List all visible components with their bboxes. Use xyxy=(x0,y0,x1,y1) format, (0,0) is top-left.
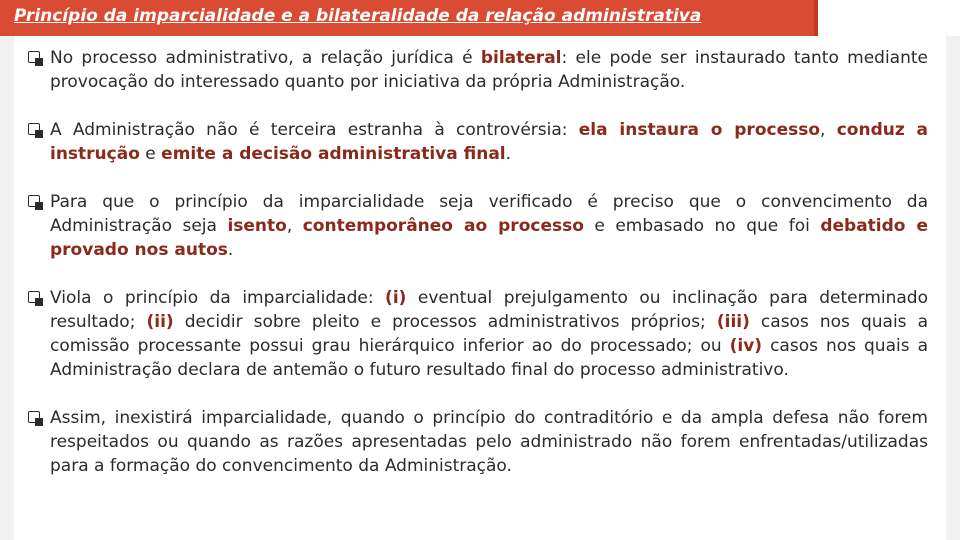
bullet-list xyxy=(28,46,928,478)
bullet-item xyxy=(28,190,928,262)
highlighted-text: emite a decisão administrativa final xyxy=(161,144,506,164)
bullet-text-segment: , xyxy=(286,216,303,236)
checkbox-bullet-icon xyxy=(28,291,40,303)
bullet-text-segment: A Administração não é terceira estranha à controvérsia: xyxy=(50,120,579,140)
bullet-text-segment: casos nos quais a comissão processante possui grau hierárquico inferior ao do processado; ou xyxy=(50,312,928,356)
title-bar xyxy=(0,0,814,36)
bullet-text xyxy=(50,48,928,92)
highlighted-text: conduz a instrução xyxy=(50,120,929,164)
bullet-text-segment: e xyxy=(139,144,162,164)
bullet-text xyxy=(50,120,928,164)
highlighted-text: (iv) xyxy=(729,336,763,356)
highlighted-text: (i) xyxy=(385,288,407,308)
left-margin-band xyxy=(0,36,14,540)
bullet-text-segment: . xyxy=(227,240,234,260)
bullet-text-segment: : ele pode ser instaurado tanto mediante provocação do interessado quanto por iniciativa da própria Administração. xyxy=(50,48,928,92)
bullet-text xyxy=(50,288,928,380)
bullet-text-segment: e embasado no que foi xyxy=(583,216,821,236)
highlighted-text: (ii) xyxy=(146,312,174,332)
highlighted-text: (iii) xyxy=(716,312,750,332)
checkbox-bullet-icon xyxy=(28,123,40,135)
bullet-text-segment: decidir sobre pleito e processos administrativos próprios; xyxy=(173,312,717,332)
bullet-text-segment: Para que o princípio da imparcialidade seja verificado é preciso que o convencimento da Administração seja xyxy=(50,192,928,236)
bullet-item xyxy=(28,46,928,94)
highlighted-text: ela instaura o processo xyxy=(578,120,821,140)
checkbox-bullet-icon xyxy=(28,195,40,207)
highlighted-text: isento xyxy=(227,216,287,236)
bullet-text-segment: Assim, inexistirá imparcialidade, quando o princípio do contraditório e da ampla defesa não forem respeitados ou quando as razões apresentadas pelo administrado não forem enfrentadas/utilizadas para a formação do convencimento da Administração. xyxy=(50,408,928,476)
highlighted-text: bilateral xyxy=(480,48,562,68)
bullet-text-segment: . xyxy=(505,144,512,164)
bullet-text-segment: , xyxy=(820,120,837,140)
highlighted-text: debatido e provado nos autos xyxy=(50,216,929,260)
bullet-text xyxy=(50,192,928,260)
bullet-text-segment: No processo administrativo, a relação jurídica é xyxy=(50,48,481,68)
bullet-text-segment: Viola o princípio da imparcialidade: xyxy=(50,288,386,308)
bullet-item xyxy=(28,286,928,382)
bullet-text xyxy=(50,408,928,476)
bullet-item xyxy=(28,406,928,478)
checkbox-bullet-icon xyxy=(28,51,40,63)
highlighted-text: contemporâneo ao processo xyxy=(302,216,584,236)
bullet-text-segment: eventual prejulgamento ou inclinação para determinado resultado; xyxy=(50,288,928,332)
slide-title: Princípio da imparcialidade e a bilateralidade da relação administrativa xyxy=(14,6,702,26)
bullet-text-segment: casos nos quais a Administração declara de antemão o futuro resultado final do processo administrativo. xyxy=(50,336,928,380)
checkbox-bullet-icon xyxy=(28,411,40,423)
bullet-item xyxy=(28,118,928,166)
right-margin-band xyxy=(946,36,960,540)
